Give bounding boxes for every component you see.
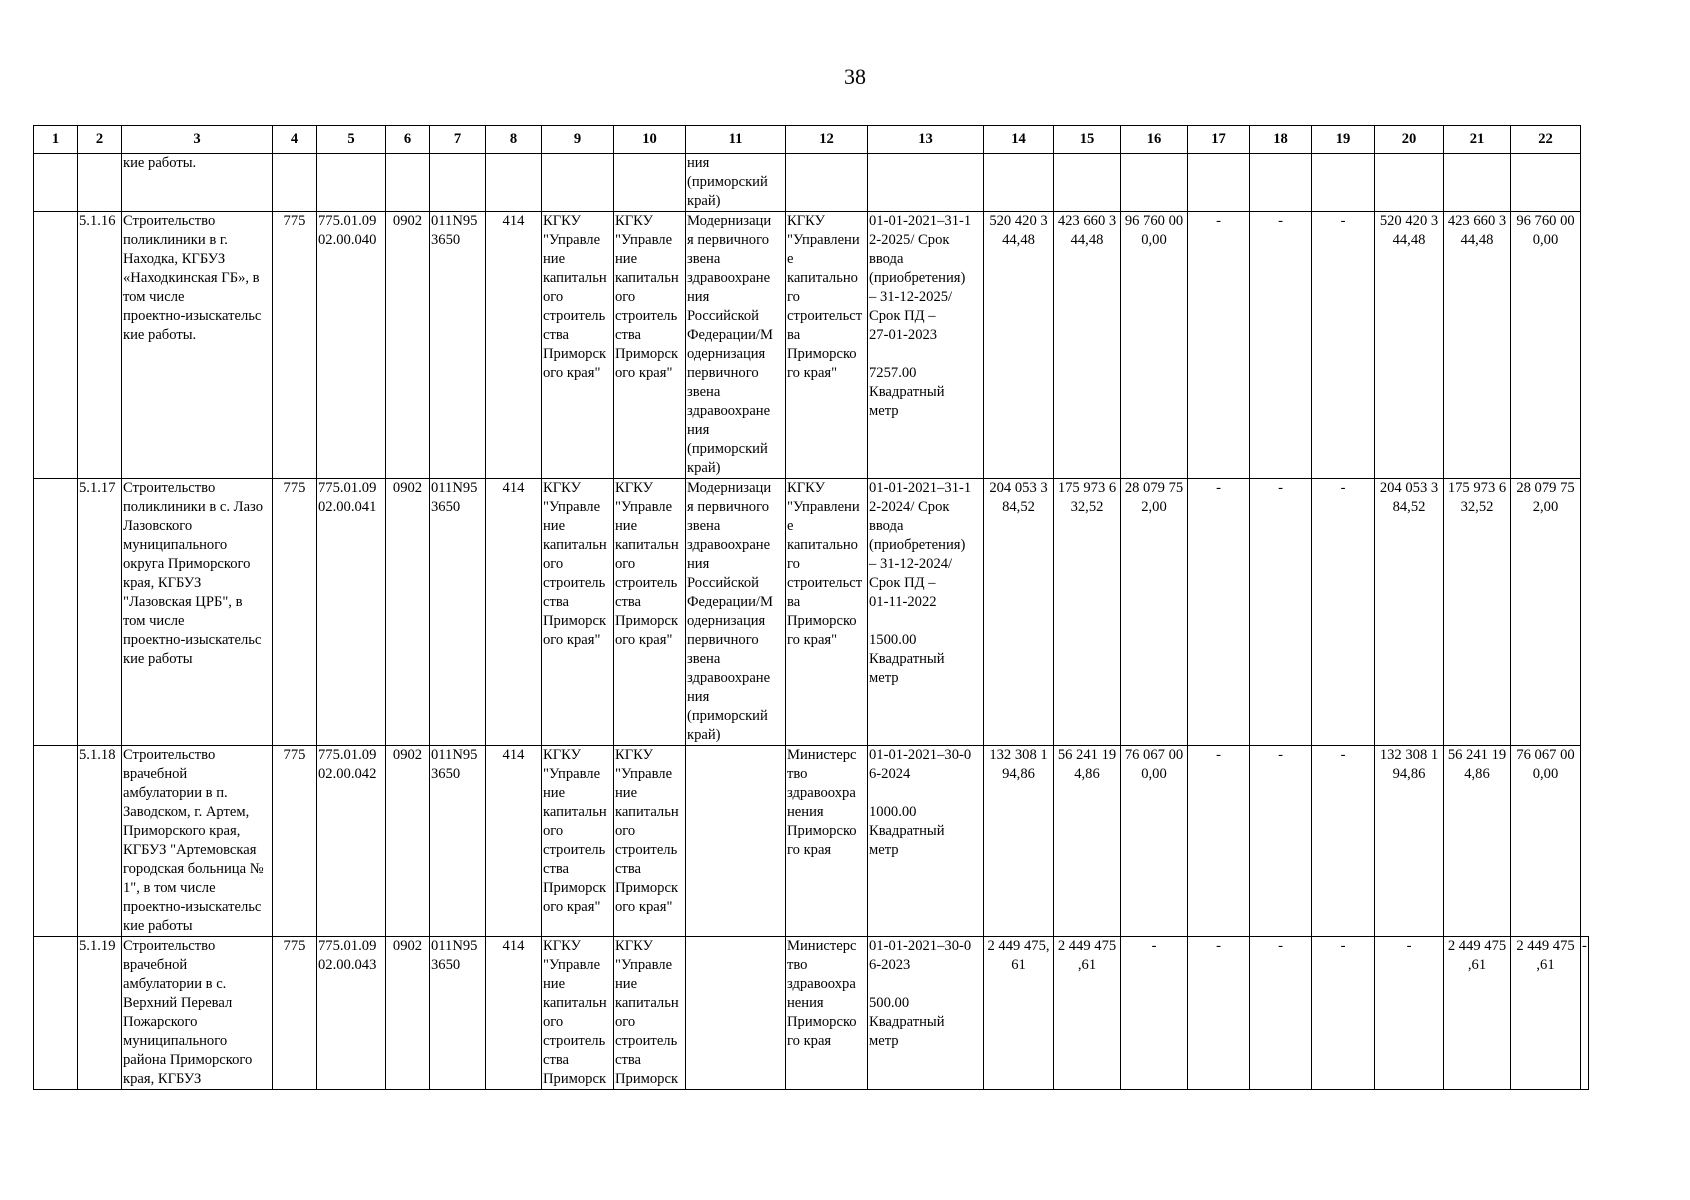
- column-header-15: 15: [1054, 126, 1121, 154]
- table-cell-col-6: 0902: [386, 212, 430, 479]
- table-cell-col-15: 423 660 3 44,48: [1054, 212, 1121, 479]
- table-cell-col-14: 2 449 475, 61: [984, 937, 1054, 1090]
- table-cell-col-2: [78, 154, 122, 212]
- table-cell-col-3: Строительство врачебной амбулатории в с. Верхний Перевал Пожарского муниципального района Приморского края, КГБУЗ: [122, 937, 273, 1090]
- table-cell-col-8: [486, 154, 542, 212]
- table-cell-col-1: [34, 937, 78, 1090]
- table-cell-col-3: Строительство поликлиники в г. Находка, КГБУЗ «Находкинская ГБ», в том числе проектно-изыскательс кие работы.: [122, 212, 273, 479]
- table-cell-col-6: 0902: [386, 746, 430, 937]
- table-cell-col-1: [34, 154, 78, 212]
- table-cell-col-8: 414: [486, 937, 542, 1090]
- table-cell-col-15: 175 973 6 32,52: [1054, 479, 1121, 746]
- column-header-13: 13: [868, 126, 984, 154]
- table-cell-col-16: 76 067 00 0,00: [1121, 746, 1188, 937]
- table-cell-col-21: 175 973 6 32,52: [1444, 479, 1511, 746]
- table-cell-col-11: [686, 937, 786, 1090]
- table-cell-col-1: [34, 746, 78, 937]
- table-cell-col-11: ния (приморский край): [686, 154, 786, 212]
- table-cell-col-13: 01-01-2021–30-0 6-2023 500.00 Квадратный метр: [868, 937, 984, 1090]
- table-cell-col-9: КГКУ "Управле ние капитальн ого строитель ства Приморск ого края": [542, 212, 614, 479]
- table-cell-col-1: [34, 212, 78, 479]
- table-cell-col-10: КГКУ "Управле ние капитальн ого строитель ства Приморск ого края": [614, 746, 686, 937]
- table-cell-col-9: КГКУ "Управле ние капитальн ого строитель ства Приморск: [542, 937, 614, 1090]
- table-cell-col-16: [1121, 154, 1188, 212]
- table-cell-col-17: -: [1188, 479, 1250, 746]
- column-header-19: 19: [1312, 126, 1375, 154]
- table-cell-col-16: 28 079 75 2,00: [1121, 479, 1188, 746]
- table-cell-col-15: [1054, 154, 1121, 212]
- table-cell-col-15: 2 449 475 ,61: [1054, 937, 1121, 1090]
- table-cell-col-15: 56 241 19 4,86: [1054, 746, 1121, 937]
- column-header-5: 5: [317, 126, 386, 154]
- table-cell-col-17: -: [1188, 937, 1250, 1090]
- column-header-3: 3: [122, 126, 273, 154]
- column-header-18: 18: [1250, 126, 1312, 154]
- table-cell-col-22: 76 067 00 0,00: [1511, 746, 1581, 937]
- table-cell-col-20: [1375, 154, 1444, 212]
- header-row: [34, 126, 1589, 154]
- column-header-7: 7: [430, 126, 486, 154]
- table-cell-col-3: кие работы.: [122, 154, 273, 212]
- table-cell-col-5: 775.01.09 02.00.041: [317, 479, 386, 746]
- table-cell-col-5: 775.01.09 02.00.042: [317, 746, 386, 937]
- column-header-9: 9: [542, 126, 614, 154]
- table-cell-col-20: -: [1375, 937, 1444, 1090]
- table-cell-col-10: КГКУ "Управле ние капитальн ого строитель ства Приморск ого края": [614, 212, 686, 479]
- table-cell-col-20: 520 420 3 44,48: [1375, 212, 1444, 479]
- table-cell-col-18: -: [1250, 937, 1312, 1090]
- table-cell-col-8: 414: [486, 212, 542, 479]
- table-cell-col-18: -: [1250, 212, 1312, 479]
- table-cell-col-6: 0902: [386, 479, 430, 746]
- column-header-21: 21: [1444, 126, 1511, 154]
- data-table: [33, 125, 1589, 1090]
- table-row: [34, 746, 1589, 937]
- table-cell-col-12: Министерс тво здравоохра нения Приморско го края: [786, 746, 868, 937]
- table-cell-col-22: 28 079 75 2,00: [1511, 479, 1581, 746]
- table-cell-col-17: [1188, 154, 1250, 212]
- column-header-22: 22: [1511, 126, 1581, 154]
- column-header-1: 1: [34, 126, 78, 154]
- table-cell-col-21: 423 660 3 44,48: [1444, 212, 1511, 479]
- table-row: [34, 212, 1589, 479]
- table-cell-col-9: [542, 154, 614, 212]
- table-cell-col-21: [1444, 154, 1511, 212]
- table-cell-col-14: [984, 154, 1054, 212]
- table-cell-col-6: [386, 154, 430, 212]
- table-cell-col-8: 414: [486, 746, 542, 937]
- table-row: [34, 154, 1589, 212]
- table-cell-col-5: 775.01.09 02.00.043: [317, 937, 386, 1090]
- table-cell-col-22: 2 449 475 ,61: [1511, 937, 1581, 1090]
- column-header-16: 16: [1121, 126, 1188, 154]
- table-cell-col-9: КГКУ "Управле ние капитальн ого строитель ства Приморск ого края": [542, 479, 614, 746]
- table-cell-col-3: Строительство врачебной амбулатории в п. Заводском, г. Артем, Приморского края, КГБУЗ "Артемовская городская больница № 1", в том числе проектно-изыскательс кие работы: [122, 746, 273, 937]
- table-cell-col-10: КГКУ "Управле ние капитальн ого строитель ства Приморск ого края": [614, 479, 686, 746]
- table-cell-col-10: КГКУ "Управле ние капитальн ого строитель ства Приморск: [614, 937, 686, 1090]
- column-header-12: 12: [786, 126, 868, 154]
- table-cell-col-18: -: [1250, 746, 1312, 937]
- table-cell-col-13: 01-01-2021–31-1 2-2025/ Срок ввода (приобретения) – 31-12-2025/ Срок ПД – 27-01-2023 7257.00 Квадратный метр: [868, 212, 984, 479]
- table-cell-col-19: -: [1312, 937, 1375, 1090]
- column-header-11: 11: [686, 126, 786, 154]
- table-cell-col-11: [686, 746, 786, 937]
- table-cell-col-4: 775: [273, 479, 317, 746]
- table-cell-col-18: [1250, 154, 1312, 212]
- table-cell-col-13: [868, 154, 984, 212]
- page-number: 38: [844, 64, 866, 89]
- table-cell-col-2: 5.1.17: [78, 479, 122, 746]
- table-cell-col-22: 96 760 00 0,00: [1511, 212, 1581, 479]
- table-cell-col-16: 96 760 00 0,00: [1121, 212, 1188, 479]
- table-cell-col-8: 414: [486, 479, 542, 746]
- column-header-10: 10: [614, 126, 686, 154]
- table-cell-col-23: -: [1581, 937, 1589, 1090]
- column-header-17: 17: [1188, 126, 1250, 154]
- table-cell-col-7: 011N95 3650: [430, 746, 486, 937]
- table-cell-col-20: 132 308 1 94,86: [1375, 746, 1444, 937]
- table-cell-col-19: -: [1312, 746, 1375, 937]
- table-cell-col-4: 775: [273, 212, 317, 479]
- column-header-4: 4: [273, 126, 317, 154]
- table-row: [34, 937, 1589, 1090]
- table-cell-col-12: КГКУ "Управлени е капитально го строительст ва Приморско го края": [786, 479, 868, 746]
- column-header-20: 20: [1375, 126, 1444, 154]
- table-cell-col-2: 5.1.18: [78, 746, 122, 937]
- table-cell-col-19: [1312, 154, 1375, 212]
- table-cell-col-5: 775.01.09 02.00.040: [317, 212, 386, 479]
- table-cell-col-2: 5.1.19: [78, 937, 122, 1090]
- table-cell-col-21: 56 241 19 4,86: [1444, 746, 1511, 937]
- table-cell-col-21: 2 449 475 ,61: [1444, 937, 1511, 1090]
- table-cell-col-11: Модернизаци я первичного звена здравоохране ния Российской Федерации/М одернизация первичного звена здравоохране ния (приморский край): [686, 479, 786, 746]
- table-cell-col-14: 204 053 3 84,52: [984, 479, 1054, 746]
- table-cell-col-7: 011N95 3650: [430, 937, 486, 1090]
- table-cell-col-11: Модернизаци я первичного звена здравоохране ния Российской Федерации/М одернизация первичного звена здравоохране ния (приморский край): [686, 212, 786, 479]
- table-cell-col-20: 204 053 3 84,52: [1375, 479, 1444, 746]
- table-cell-col-19: -: [1312, 479, 1375, 746]
- column-header-8: 8: [486, 126, 542, 154]
- table-cell-col-2: 5.1.16: [78, 212, 122, 479]
- table-cell-col-12: Министерс тво здравоохра нения Приморско го края: [786, 937, 868, 1090]
- table-cell-col-17: -: [1188, 212, 1250, 479]
- table-cell-col-1: [34, 479, 78, 746]
- table-cell-col-9: КГКУ "Управле ние капитальн ого строитель ства Приморск ого края": [542, 746, 614, 937]
- table-cell-col-13: 01-01-2021–30-0 6-2024 1000.00 Квадратный метр: [868, 746, 984, 937]
- table-cell-col-14: 520 420 3 44,48: [984, 212, 1054, 479]
- table-cell-col-17: -: [1188, 746, 1250, 937]
- table-cell-col-7: [430, 154, 486, 212]
- table-cell-col-7: 011N95 3650: [430, 479, 486, 746]
- table-cell-col-3: Строительство поликлиники в с. Лазо Лазовского муниципального округа Приморского края, КГБУЗ "Лазовская ЦРБ", в том числе проектно-изыскательс кие работы: [122, 479, 273, 746]
- table-cell-col-12: КГКУ "Управлени е капитально го строительст ва Приморско го края": [786, 212, 868, 479]
- table-cell-col-5: [317, 154, 386, 212]
- table-cell-col-6: 0902: [386, 937, 430, 1090]
- column-header-6: 6: [386, 126, 430, 154]
- table-cell-col-16: -: [1121, 937, 1188, 1090]
- table-cell-col-4: [273, 154, 317, 212]
- table-row: [34, 479, 1589, 746]
- column-header-2: 2: [78, 126, 122, 154]
- table-cell-col-4: 775: [273, 746, 317, 937]
- table-cell-col-14: 132 308 1 94,86: [984, 746, 1054, 937]
- table-cell-col-19: -: [1312, 212, 1375, 479]
- table-cell-col-7: 011N95 3650: [430, 212, 486, 479]
- table-cell-col-4: 775: [273, 937, 317, 1090]
- table-cell-col-18: -: [1250, 479, 1312, 746]
- table-cell-col-12: [786, 154, 868, 212]
- table-cell-col-10: [614, 154, 686, 212]
- table-cell-col-22: [1511, 154, 1581, 212]
- table-cell-col-13: 01-01-2021–31-1 2-2024/ Срок ввода (приобретения) – 31-12-2024/ Срок ПД – 01-11-2022 1500.00 Квадратный метр: [868, 479, 984, 746]
- column-header-14: 14: [984, 126, 1054, 154]
